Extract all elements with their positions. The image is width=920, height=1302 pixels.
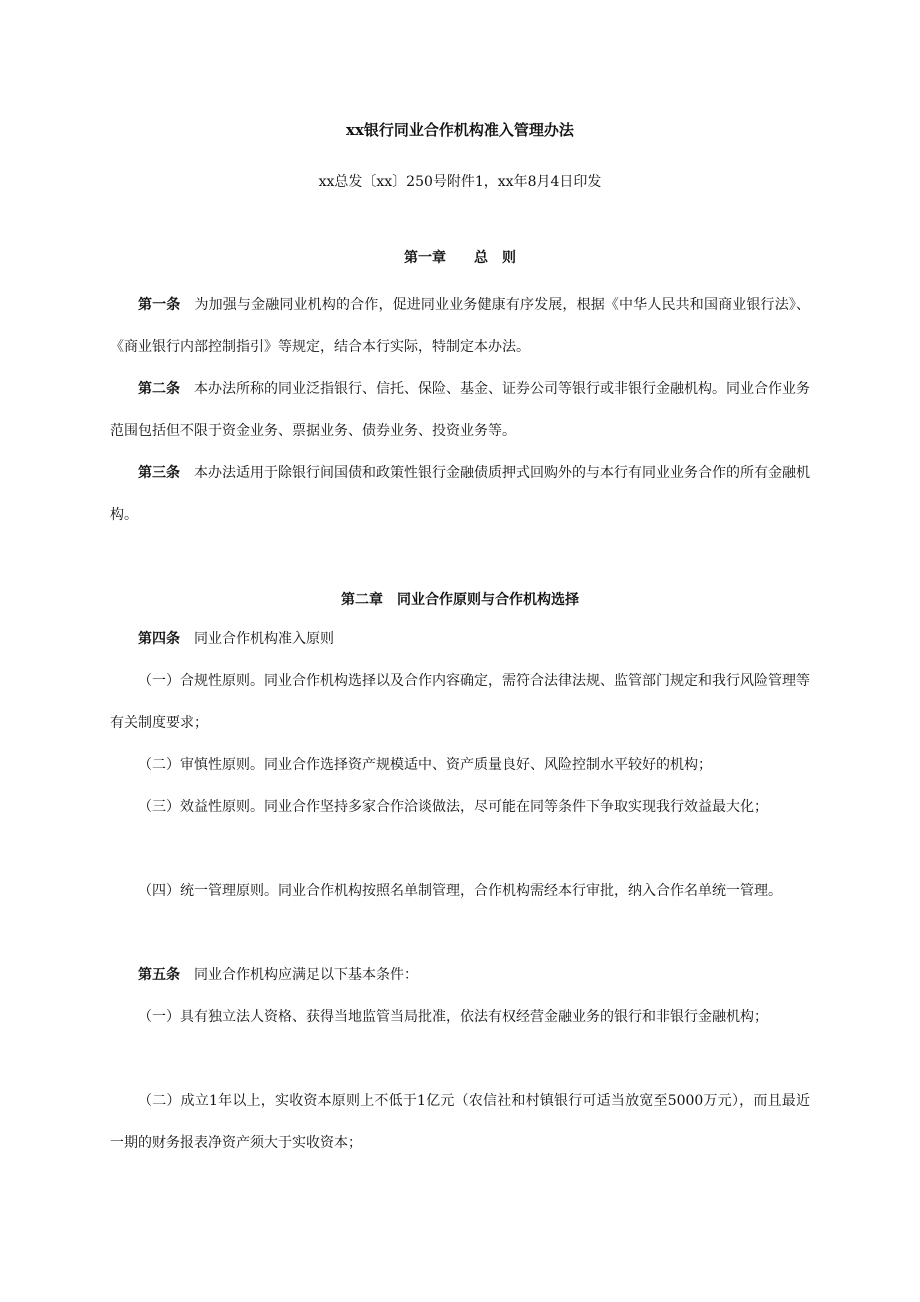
principle-1: （一）合规性原则。同业合作机构选择以及合作内容确定，需符合法律法规、监管部门规定和我行风险管理等有关制度要求； <box>110 673 810 731</box>
article-4-label: 第四条 <box>138 631 180 647</box>
article-2-text: 本办法所称的同业泛指银行、信托、保险、基金、证券公司等银行或非银行金融机构。同业合作业务范围包括但不限于资金业务、票据业务、债券业务、投资业务等。 <box>110 381 810 439</box>
chapter-1-heading: 第一章 总 则 <box>404 250 516 266</box>
article-4-text: 同业合作机构准入原则 <box>194 631 334 647</box>
article-5-label: 第五条 <box>138 967 180 983</box>
condition-2: （二）成立1年以上，实收资本原则上不低于1亿元（农信社和村镇银行可适当放宽至5000万元），而且最近一期的财务报表净资产须大于实收资本； <box>110 1093 810 1151</box>
principle-3: （三）效益性原则。同业合作坚持多家合作洽谈做法，尽可能在同等条件下争取实现我行效益最大化； <box>138 799 768 815</box>
article-1-text: 为加强与金融同业机构的合作，促进同业业务健康有序发展，根据《中华人民共和国商业银行法》、《商业银行内部控制指引》等规定，结合本行实际，特制定本办法。 <box>110 297 811 355</box>
chapter-2-heading: 第二章 同业合作原则与合作机构选择 <box>341 592 579 608</box>
article-1 <box>110 284 810 368</box>
principle-2: （二）审慎性原则。同业合作选择资产规模适中、资产质量良好、风险控制水平较好的机构； <box>138 757 712 773</box>
document-title: xx银行同业合作机构准入管理办法 <box>346 121 574 139</box>
article-4 <box>110 618 810 660</box>
article-5-text: 同业合作机构应满足以下基本条件： <box>194 967 418 983</box>
article-3-text: 本办法适用于除银行间国债和政策性银行金融债质押式回购外的与本行有同业业务合作的所有金融机构。 <box>110 465 810 523</box>
article-3-label: 第三条 <box>138 465 180 481</box>
document-subtitle: xx总发〔xx〕250号附件1，xx年8月4日印发 <box>318 174 602 190</box>
article-1-label: 第一条 <box>138 297 181 313</box>
article-2 <box>110 368 810 452</box>
article-5 <box>110 954 810 996</box>
article-3 <box>110 452 810 536</box>
principle-4: （四）统一管理原则。同业合作机构按照名单制管理，合作机构需经本行审批，纳入合作名单统一管理。 <box>138 883 782 899</box>
condition-1: （一）具有独立法人资格、获得当地监管当局批准，依法有权经营金融业务的银行和非银行金融机构； <box>138 1009 768 1025</box>
article-2-label: 第二条 <box>138 381 180 397</box>
